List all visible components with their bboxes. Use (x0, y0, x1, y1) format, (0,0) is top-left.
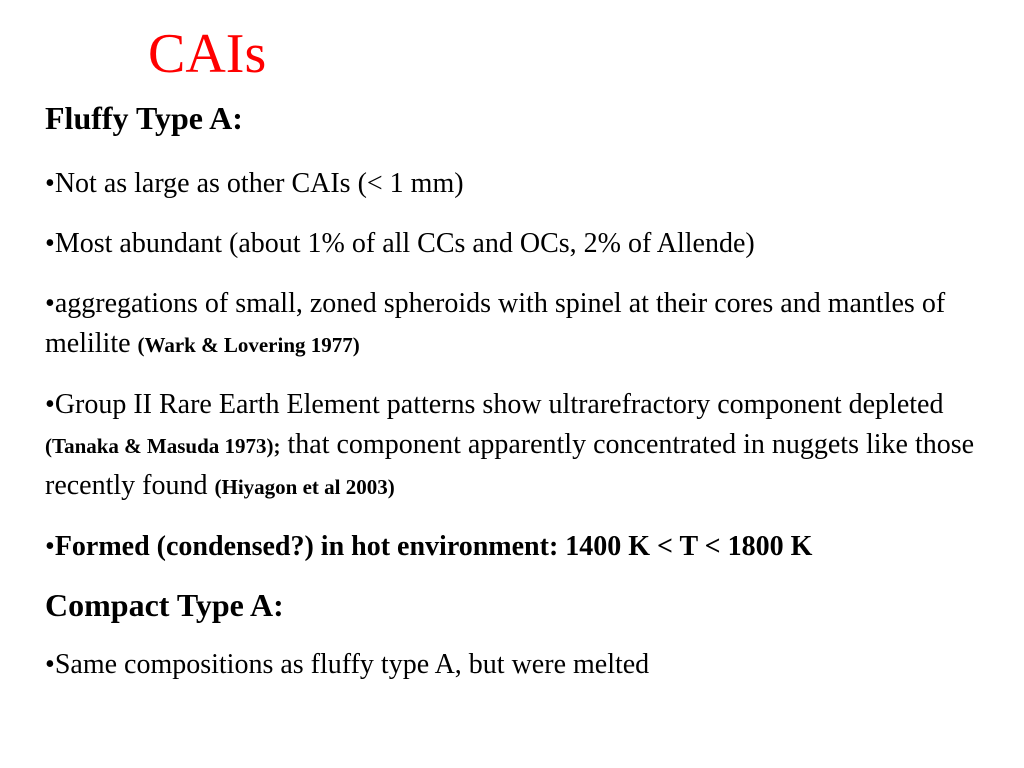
bullet-text-continued: that component apparently concentrated in nuggets like those recently found (45, 429, 975, 501)
bullet-rare-earth (45, 385, 1005, 507)
bullet-text: Most abundant (about 1% of all CCs and OCs, 2% of Allende) (54, 228, 755, 259)
bullet-size (45, 164, 1005, 204)
bullet-formation (45, 527, 1005, 567)
slide-body (45, 98, 1005, 705)
bullet-glyph: • (45, 228, 55, 259)
bullet-glyph: • (45, 531, 55, 562)
bullet-glyph: • (45, 649, 55, 680)
bullet-glyph: • (45, 389, 55, 420)
section-heading-fluffy-type-a: Fluffy Type A: (45, 100, 243, 136)
bullet-aggregations (45, 284, 1005, 365)
bullet-text: Not as large as other CAIs (< 1 mm) (54, 168, 464, 199)
citation-hiyagon: (Hiyagon et al 2003) (214, 475, 395, 499)
bullet-glyph: • (45, 288, 55, 319)
citation-tanaka-masuda: (Tanaka & Masuda 1973); (45, 434, 281, 458)
bullet-text: Group II Rare Earth Element patterns show ultrarefractory component depleted (54, 389, 944, 420)
bullet-text: Same compositions as fluffy type A, but were melted (54, 649, 650, 680)
slide-title: CAIs (148, 23, 267, 85)
bullet-glyph: • (45, 168, 55, 199)
bullet-text-bold: Formed (condensed?) in hot environment: 1400 K < T < 1800 K (54, 531, 813, 562)
citation-wark-lovering: (Wark & Lovering 1977) (137, 333, 360, 357)
bullet-abundance (45, 224, 1005, 264)
section-heading-compact-type-a: Compact Type A: (45, 587, 284, 623)
bullet-text: aggregations of small, zoned spheroids with spinel at their cores and mantles of melilite (45, 288, 946, 359)
bullet-compositions (45, 645, 1005, 685)
